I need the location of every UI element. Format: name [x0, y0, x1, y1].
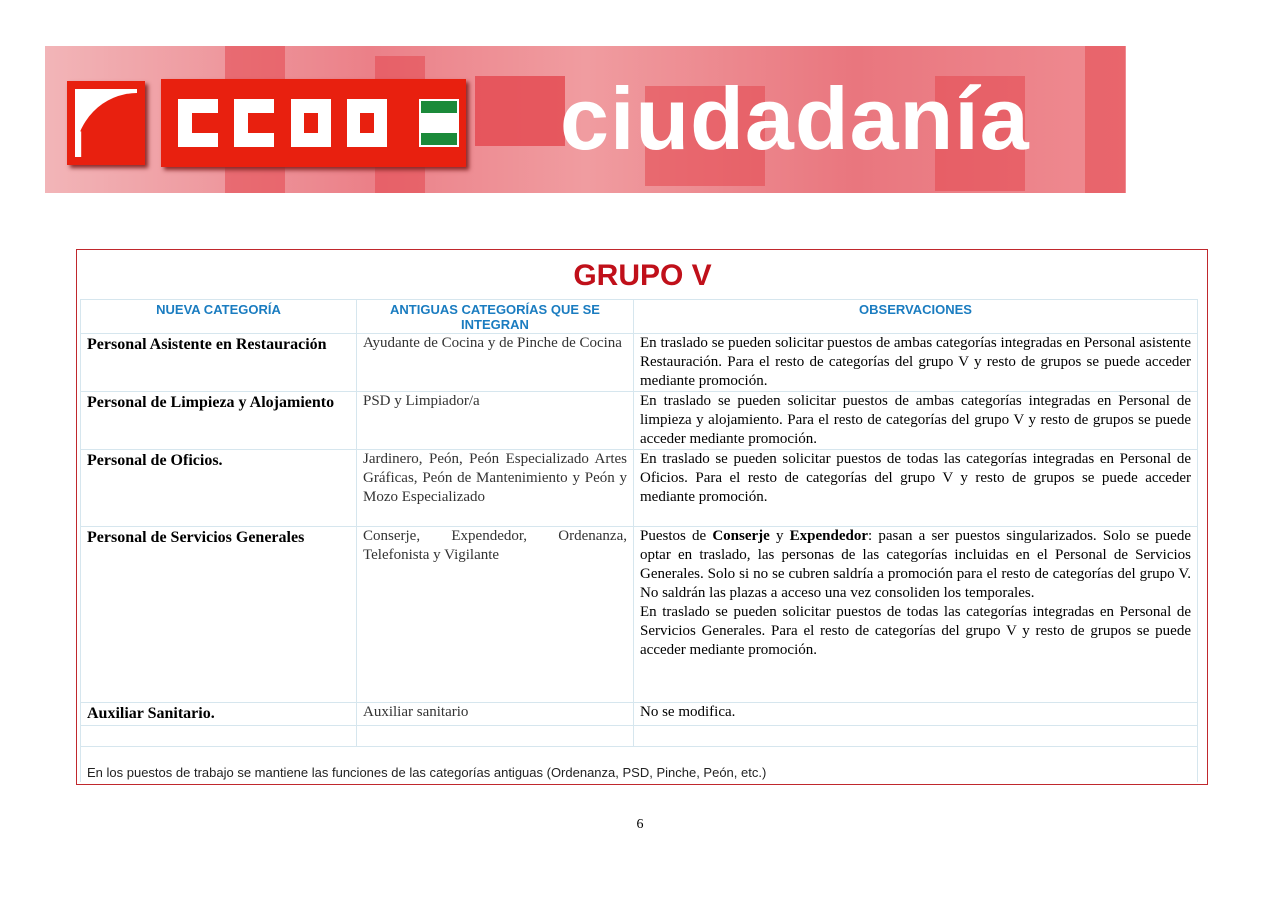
old-categories: Conserje, Expendedor, Ordenanza, Telefonista y Vigilante: [357, 527, 634, 703]
header-old-categories: ANTIGUAS CATEGORÍAS QUE SE INTEGRAN: [357, 300, 634, 334]
observations: [634, 527, 1198, 703]
table-header: [81, 300, 1198, 334]
table-row: [81, 334, 1198, 392]
empty-row: [81, 726, 1198, 747]
observations: En traslado se pueden solicitar puestos de ambas categorías integradas en Personal asistente Restauración. Para el resto de categorías del grupo V y resto de grupos se puede acceder mediante promoción.: [634, 334, 1198, 392]
obs-text: En traslado se pueden solicitar puestos de todas las categorías integradas en Personal de Servicios Generales. Para el resto de categorías del grupo V y resto de grupos se puede acceder mediante promoción.: [640, 604, 1191, 658]
table-row: [81, 450, 1198, 527]
observations: En traslado se pueden solicitar puestos de todas las categorías integradas en Personal de Oficios. Para el resto de categorías del grupo V y resto de grupos se puede acceder mediante promoción.: [634, 450, 1198, 527]
obs-text: Puestos de: [640, 528, 713, 544]
ccoo-logo-icon: [67, 81, 145, 165]
new-category: Personal de Oficios.: [81, 450, 357, 527]
header-new-category: NUEVA CATEGORÍA: [81, 300, 357, 334]
group-title: GRUPO V: [573, 259, 712, 292]
brand-title: ciudadanía: [560, 69, 1030, 168]
note-row: [81, 747, 1198, 783]
page-number: 6: [636, 817, 644, 832]
header-banner: [45, 46, 1126, 193]
old-categories: Jardinero, Peón, Peón Especializado Artes Gráficas, Peón de Mantenimiento y Peón y Mozo Especializado: [357, 450, 634, 527]
obs-bold-conserje: Conserje: [712, 528, 770, 544]
obs-bold-expendedor: Expendedor: [789, 528, 868, 544]
observations: No se modifica.: [634, 703, 1198, 726]
table-row: [81, 703, 1198, 726]
table-row: [81, 392, 1198, 450]
old-categories: Ayudante de Cocina y de Pinche de Cocina: [357, 334, 634, 392]
new-category: Personal de Servicios Generales: [81, 527, 357, 703]
obs-text: : pasan a ser puestos singularizados. Solo se puede optar en traslado, las personas de las categorías incluidas en el Personal de Servicios Generales. Solo si no se cubren saldría a promoción para el resto de categorías del grupo V. No saldrán las plazas a acceso una vez consoliden los temporales.: [640, 528, 1191, 601]
new-category: Auxiliar Sanitario.: [81, 703, 357, 726]
footnote: En los puestos de trabajo se mantiene las funciones de las categorías antiguas (Ordenanza, PSD, Pinche, Peón, etc.): [81, 747, 1198, 783]
andalucia-flag-icon: [419, 99, 459, 147]
old-categories: Auxiliar sanitario: [357, 703, 634, 726]
new-category: Personal de Limpieza y Alojamiento: [81, 392, 357, 450]
ccoo-logo-wordmark: [161, 79, 466, 167]
observations: En traslado se pueden solicitar puestos de ambas categorías integradas en Personal de limpieza y alojamiento. Para el resto de categorías del grupo V y resto de grupos se puede acceder mediante promoción.: [634, 392, 1198, 450]
table-row: [81, 527, 1198, 703]
old-categories: PSD y Limpiador/a: [357, 392, 634, 450]
new-category: Personal Asistente en Restauración: [81, 334, 357, 392]
obs-text: y: [769, 528, 790, 544]
category-table: [80, 299, 1198, 782]
header-observations: OBSERVACIONES: [634, 300, 1198, 334]
